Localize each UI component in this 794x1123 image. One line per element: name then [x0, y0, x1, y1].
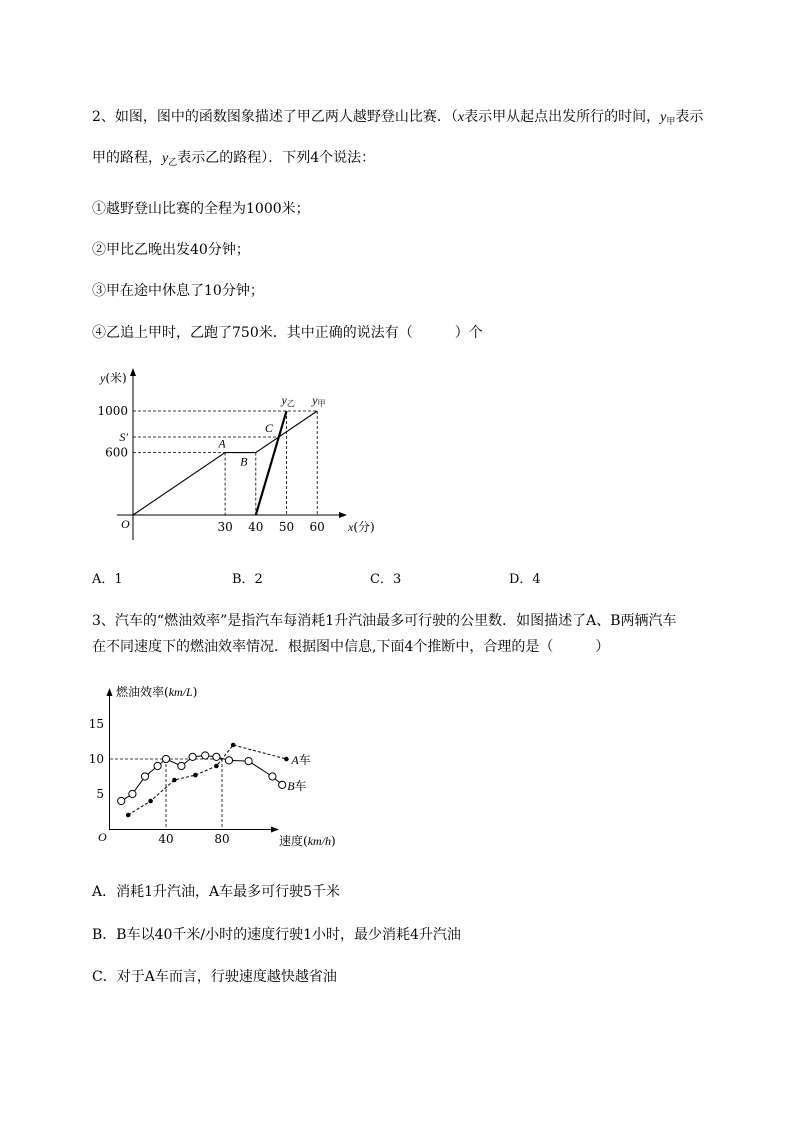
y-tick-label: 5	[96, 787, 104, 801]
series-label-sub: 乙	[286, 399, 295, 408]
question-3-stem-line-1: 3、汽车的“燃油效率”是指汽车每消耗1升汽油最多可行驶的公里数．如图描述了A、B两辆汽车	[92, 613, 677, 629]
x-axis-arrow	[271, 827, 279, 833]
data-point-open	[245, 758, 252, 765]
origin-label: O	[98, 830, 107, 844]
x-tick-label: 40	[248, 520, 264, 534]
x-axis-unit: (分)	[353, 520, 375, 534]
point-label: A	[218, 436, 226, 451]
data-point-open	[129, 790, 136, 797]
x-axis-unit: km/h	[307, 834, 332, 848]
y-axis-arrow	[107, 688, 113, 696]
question-3-stem-line-2: 在不同速度下的燃油效率情况．根据图中信息,下面4个推断中，合理的是（ ）	[92, 639, 610, 655]
x-axis-arrow	[339, 512, 347, 518]
data-point-open	[189, 753, 196, 760]
data-point-open	[178, 762, 185, 769]
y-axis-label	[116, 684, 197, 699]
data-point-filled	[126, 813, 131, 818]
y-tick-label: S′	[119, 430, 128, 444]
series-label-var: y	[312, 393, 318, 407]
point-label: C	[264, 421, 273, 435]
x-axis-var: x	[348, 520, 354, 534]
x-axis-title: 速度(	[279, 834, 308, 848]
y-axis-unit: (米)	[105, 371, 127, 385]
data-point-open	[154, 762, 161, 769]
variable-subscript: 甲	[666, 117, 676, 127]
data-point-open	[213, 753, 220, 760]
fuel-efficiency-chart	[90, 680, 360, 855]
y-axis-label	[99, 370, 127, 385]
data-point-filled	[214, 764, 219, 769]
variable-x: x	[457, 110, 465, 125]
data-point-open	[141, 773, 148, 780]
variable-y: y	[660, 110, 667, 125]
data-point-filled	[193, 773, 198, 778]
option-d: D．4	[509, 572, 541, 587]
chart1-marks	[97, 393, 325, 534]
series-label-var: B	[287, 778, 295, 793]
series-label	[290, 753, 310, 767]
data-point-filled	[172, 778, 177, 783]
y-tick-label: 10	[88, 752, 104, 766]
series-label-sub: 甲	[317, 399, 326, 408]
option-c: C．3	[370, 572, 402, 587]
question-3-option-c: C．对于A车而言，行驶速度越快越省油	[92, 969, 337, 985]
statement-2: ②甲比乙晚出发40分钟；	[92, 242, 250, 258]
data-point-open	[162, 755, 169, 762]
question-2-stem-line-2	[92, 149, 375, 169]
series-label-var: A	[291, 753, 299, 767]
x-tick-label: 50	[278, 520, 295, 534]
variable-subscript: 乙	[168, 158, 178, 168]
y-axis-close: )	[192, 685, 198, 699]
series-label	[287, 779, 306, 793]
stem-text: 表示甲从起点出发所行的时间，	[464, 109, 661, 125]
y-tick-label: 1000	[97, 404, 128, 418]
stem-text: 表示	[675, 109, 704, 125]
data-point-filled	[148, 799, 153, 804]
data-point-open	[225, 757, 232, 764]
x-axis-close: )	[331, 834, 336, 848]
statement-3: ③甲在途中休息了10分钟；	[92, 283, 264, 299]
series-label-suffix: 车	[294, 778, 307, 793]
question-2-stem-line-1	[92, 108, 703, 128]
origin-label: O	[121, 517, 130, 531]
x-tick-label: 80	[214, 832, 230, 846]
y-axis-title: 燃油效率(	[116, 685, 169, 699]
option-a: A．1	[92, 572, 123, 587]
distance-time-chart	[90, 360, 390, 545]
stem-text: 2、如图，图中的函数图象描述了甲乙两人越野登山比赛．（	[92, 109, 458, 125]
y-axis-arrow	[130, 368, 136, 376]
x-axis-label	[347, 519, 375, 534]
series-label	[281, 393, 295, 408]
x-tick-label: 30	[217, 520, 233, 534]
data-point-open	[118, 797, 125, 804]
y-tick-label: 600	[105, 445, 128, 460]
data-point-open	[202, 752, 209, 759]
data-point-filled	[231, 743, 236, 748]
data-point-filled	[284, 757, 289, 762]
y-axis-var: y	[100, 371, 106, 385]
stem-text: 甲的路程，	[92, 150, 162, 166]
option-b: B．2	[232, 572, 263, 587]
x-tick-label: 60	[309, 520, 325, 534]
point-label: B	[240, 454, 248, 469]
series-label-suffix: 车	[298, 753, 311, 767]
data-point-open	[269, 773, 276, 780]
data-point-open	[279, 781, 286, 788]
statement-4: ④乙追上甲时，乙跑了750米．其中正确的说法有（ ）个	[92, 325, 483, 341]
x-axis-label	[279, 833, 336, 848]
variable-y: y	[162, 151, 169, 166]
question-3-option-b: B．B车以40千米/小时的速度行驶1小时，最少消耗4升汽油	[92, 927, 461, 943]
y-axis-unit: km/L	[168, 685, 193, 699]
y-tick-label: 15	[88, 717, 104, 731]
x-tick-label: 40	[158, 832, 174, 846]
question-3-option-a: A．消耗1升汽油，A车最多可行驶5千米	[92, 884, 341, 900]
statement-1: ①越野登山比赛的全程为1000米；	[92, 201, 310, 217]
series-label	[311, 393, 325, 408]
stem-text: 表示乙的路程）．下列4个说法：	[177, 150, 376, 166]
chart2-marks	[89, 717, 311, 846]
series-label-var: y	[281, 393, 287, 407]
